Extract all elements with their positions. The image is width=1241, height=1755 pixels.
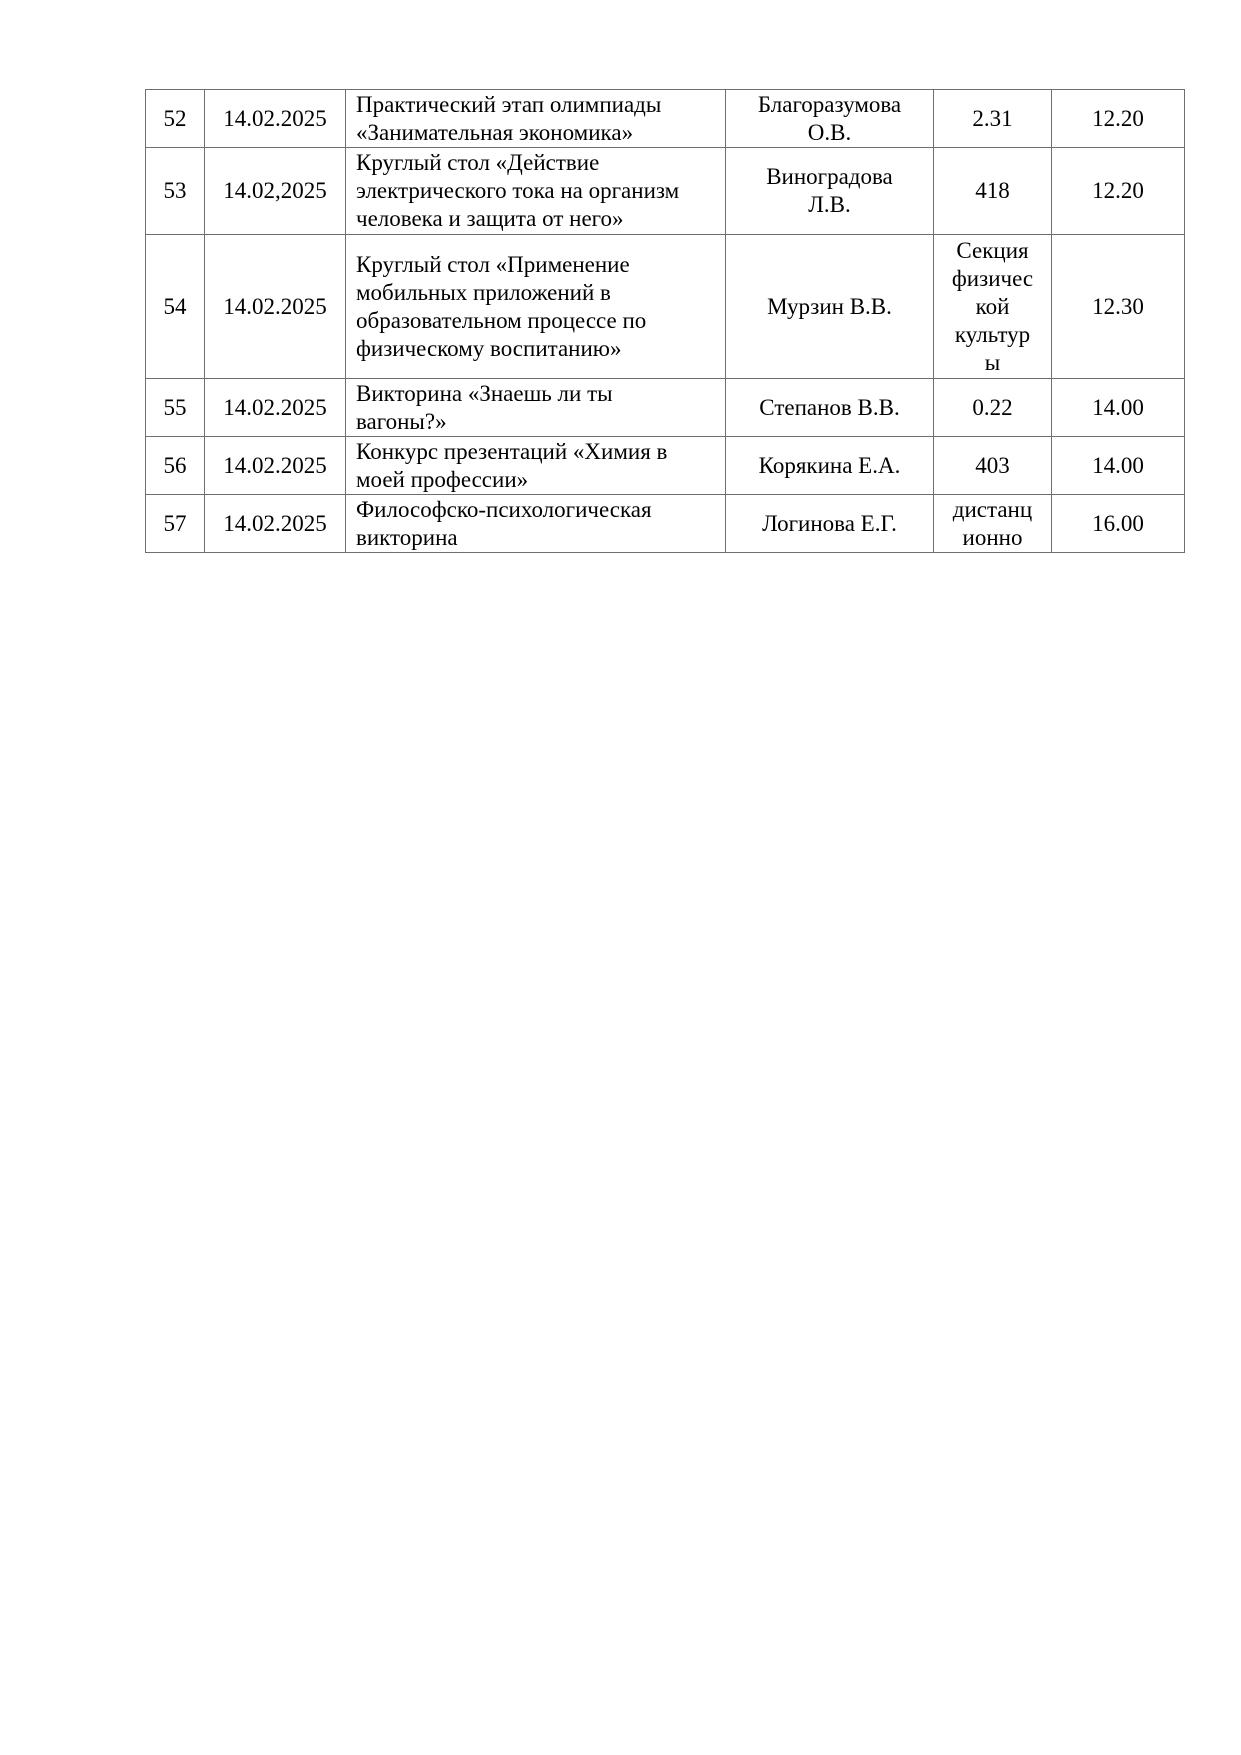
- event-title: [346, 148, 726, 235]
- responsible-line: О.В.: [807, 119, 852, 145]
- event-title-line: Философско-психологическая: [356, 496, 652, 522]
- event-time: 12.30: [1052, 235, 1185, 379]
- responsible-line: Логинова Е.Г.: [762, 510, 897, 536]
- table-row: [146, 148, 1185, 235]
- responsible-person: [726, 90, 934, 148]
- room-line: культур: [954, 321, 1031, 347]
- event-room: [934, 148, 1052, 235]
- table-row: [146, 90, 1185, 148]
- event-title-line: викторина: [356, 524, 458, 550]
- event-date: 14.02.2025: [205, 379, 346, 437]
- row-number: 55: [146, 379, 205, 437]
- event-title-line: Викторина «Знаешь ли ты: [356, 380, 613, 406]
- event-title: [346, 379, 726, 437]
- event-title-line: мобильных приложений в: [356, 279, 611, 305]
- event-title: [346, 90, 726, 148]
- room-line: дистанц: [952, 496, 1033, 522]
- event-title: [346, 235, 726, 379]
- row-number: 54: [146, 235, 205, 379]
- room-line: 2.31: [972, 105, 1013, 131]
- responsible-line: Мурзин В.В.: [767, 293, 892, 319]
- event-room: [934, 235, 1052, 379]
- event-title-line: человека и защита от него»: [356, 206, 624, 231]
- room-line: ы: [984, 349, 1001, 375]
- row-number: 56: [146, 437, 205, 495]
- event-title-line: электрического тока на организм: [356, 178, 680, 203]
- table-row: [146, 437, 1185, 495]
- event-room: [934, 379, 1052, 437]
- event-title-line: вагоны?»: [356, 408, 447, 434]
- event-time: 14.00: [1052, 379, 1185, 437]
- events-schedule-table: [145, 89, 1185, 553]
- event-title-line: физическому воспитанию»: [356, 335, 622, 361]
- responsible-person: [726, 379, 934, 437]
- room-line: Секция: [956, 237, 1029, 263]
- room-line: 418: [975, 178, 1010, 203]
- room-line: кой: [975, 293, 1010, 319]
- event-title: [346, 437, 726, 495]
- event-date: 14.02.2025: [205, 437, 346, 495]
- event-title-line: Круглый стол «Применение: [356, 251, 630, 277]
- event-title: [346, 495, 726, 553]
- room-line: физичес: [951, 265, 1034, 291]
- room-line: 0.22: [972, 394, 1013, 420]
- event-time: 16.00: [1052, 495, 1185, 553]
- responsible-line: Л.В.: [808, 192, 851, 217]
- responsible-person: [726, 437, 934, 495]
- event-date: 14.02.2025: [205, 235, 346, 379]
- table-row: [146, 235, 1185, 379]
- event-room: [934, 437, 1052, 495]
- responsible-line: Благоразумова: [757, 91, 902, 117]
- event-time: 14.00: [1052, 437, 1185, 495]
- event-title-line: Круглый стол «Действие: [356, 150, 600, 175]
- table-row: [146, 379, 1185, 437]
- event-date: 14.02,2025: [205, 148, 346, 235]
- room-line: 403: [975, 452, 1010, 478]
- event-time: 12.20: [1052, 148, 1185, 235]
- event-title-line: образовательном процессе по: [356, 307, 647, 333]
- event-title-line: моей профессии»: [356, 466, 529, 492]
- event-title-line: Практический этап олимпиады: [356, 91, 662, 117]
- row-number: 57: [146, 495, 205, 553]
- responsible-person: [726, 495, 934, 553]
- event-title-line: Конкурс презентаций «Химия в: [356, 438, 668, 464]
- responsible-line: Виноградова: [766, 164, 893, 189]
- responsible-person: [726, 235, 934, 379]
- event-title-line: «Занимательная экономика»: [356, 119, 634, 145]
- responsible-line: Степанов В.В.: [759, 394, 900, 420]
- event-time: 12.20: [1052, 90, 1185, 148]
- event-room: [934, 90, 1052, 148]
- responsible-person: [726, 148, 934, 235]
- event-date: 14.02.2025: [205, 495, 346, 553]
- room-line: ионно: [962, 524, 1023, 550]
- table-row: [146, 495, 1185, 553]
- responsible-line: Корякина Е.А.: [758, 452, 901, 478]
- row-number: 53: [146, 148, 205, 235]
- row-number: 52: [146, 90, 205, 148]
- event-date: 14.02.2025: [205, 90, 346, 148]
- event-room: [934, 495, 1052, 553]
